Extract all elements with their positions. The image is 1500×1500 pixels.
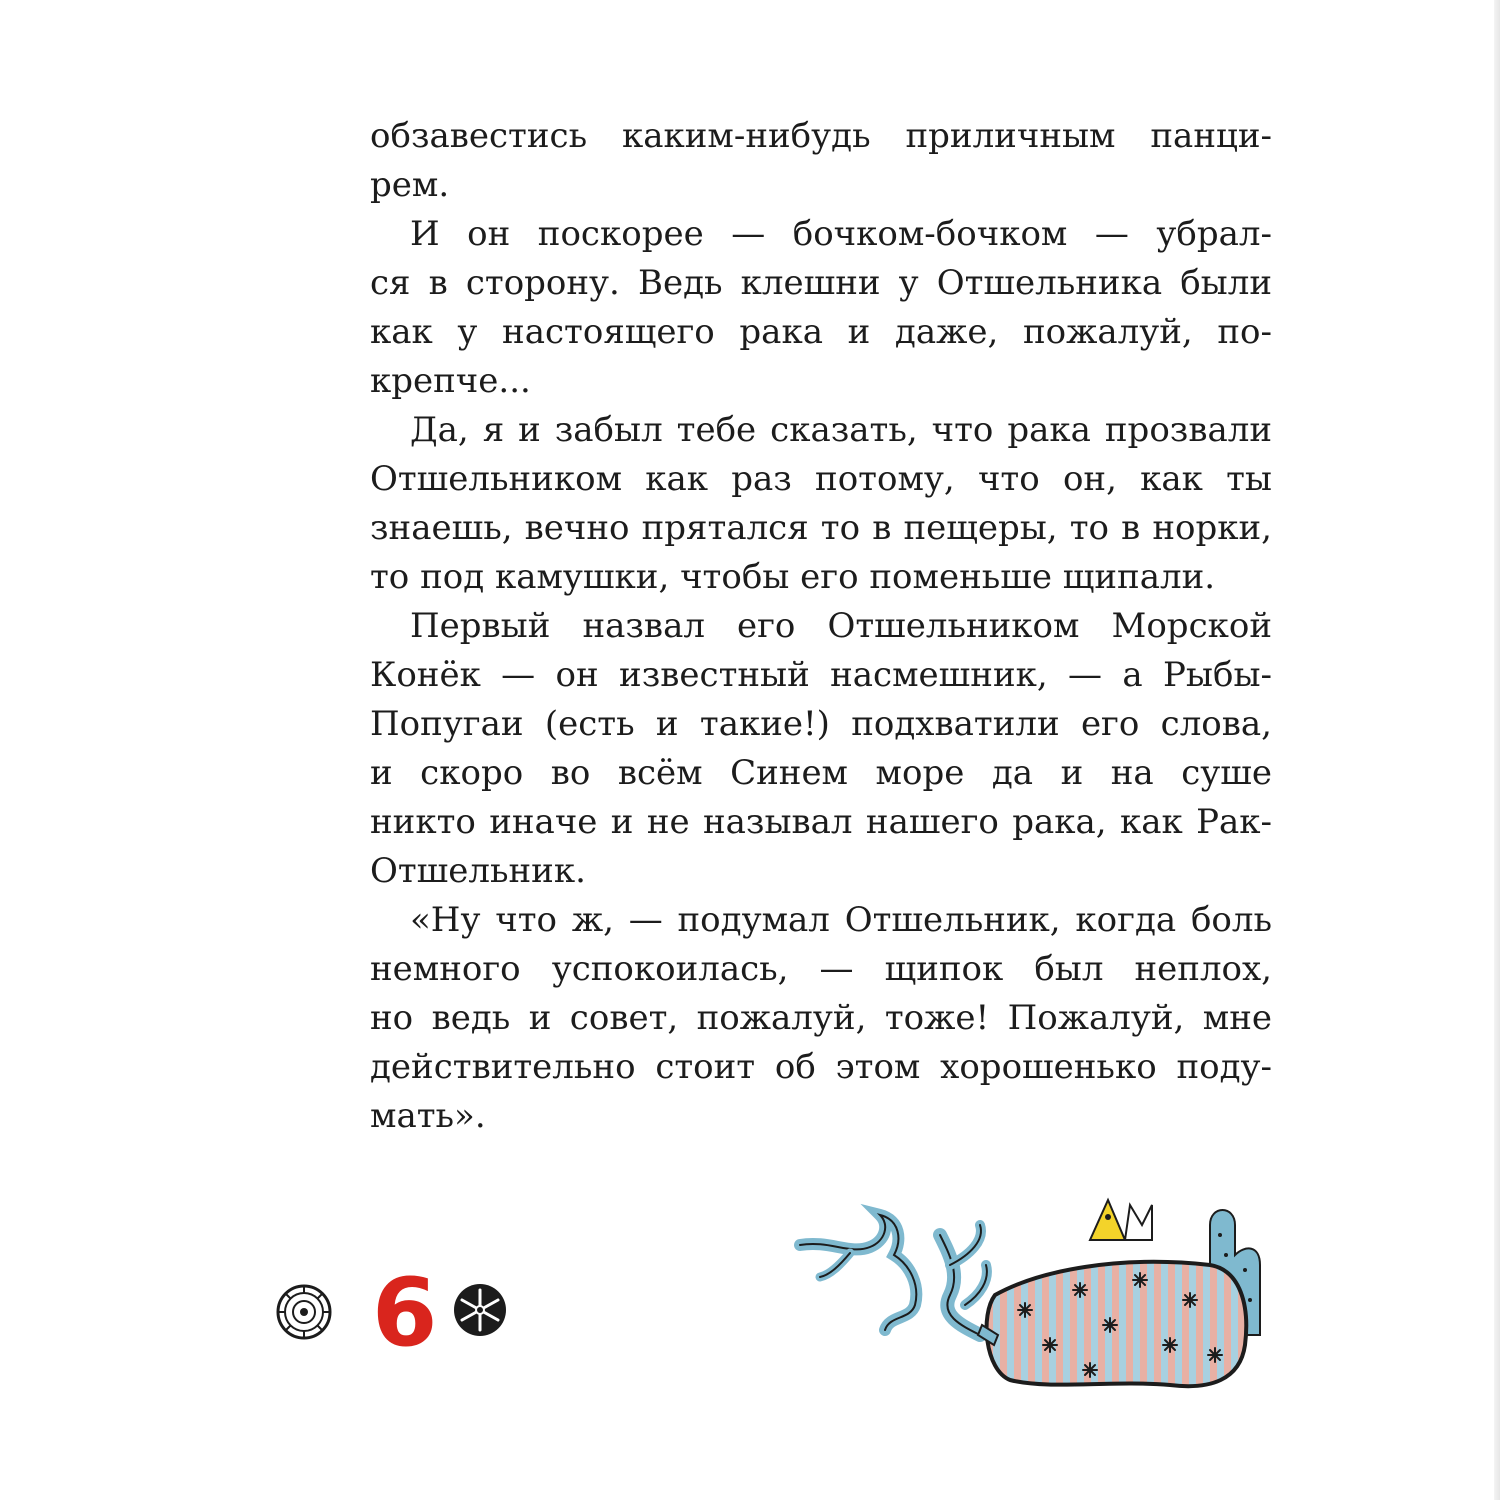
text-line: Первый назвал его Отшельником Морской	[410, 606, 1272, 646]
snowflake-ornament-icon	[452, 1280, 508, 1340]
starry-stone-icon	[978, 1262, 1246, 1386]
text-line: но ведь и совет, пожалуй, тоже! Пожалуй, мне	[370, 998, 1272, 1038]
text-line: Отшельник.	[370, 851, 586, 891]
text-line: действительно стоит об этом хорошенько поду-	[370, 1047, 1272, 1087]
page-edge	[1494, 0, 1500, 1500]
text-line: немного успокоилась, — щипок был неплох,	[370, 949, 1272, 989]
coral-icon	[940, 1225, 987, 1335]
text-line: Да, я и забыл тебе сказать, что рака прозвали	[410, 410, 1272, 450]
flower-ornament-icon	[274, 1280, 334, 1344]
text-line: и скоро во всём Синем море да и на суше	[370, 753, 1272, 793]
text-line: то под камушки, чтобы его поменьше щипали.	[370, 557, 1216, 597]
text-line: Конёк — он известный насмешник, — а Рыбы-	[370, 655, 1272, 695]
text-line: И он поскорее — бочком-бочком — убрал-	[410, 214, 1272, 254]
text-line: «Ну что ж, — подумал Отшельник, когда боль	[410, 900, 1272, 940]
hermit-crab-illustration	[790, 1185, 1290, 1415]
text-line: знаешь, вечно прятался то в пещеры, то в норки,	[370, 508, 1272, 548]
page-number: 6	[372, 1259, 438, 1368]
text-line: рем.	[370, 165, 450, 205]
text-line: как у настоящего рака и даже, пожалуй, по-	[370, 312, 1272, 352]
text-line: Отшельником как раз потому, что он, как ты	[370, 459, 1272, 499]
text-line: мать».	[370, 1096, 486, 1136]
text-line: Попугаи (есть и такие!) подхватили его слова,	[370, 704, 1272, 744]
coral-icon	[800, 1215, 916, 1330]
body-text	[370, 112, 1272, 1141]
text-line: крепче...	[370, 361, 531, 401]
text-line: никто иначе и не называл нашего рака, как Рак-	[370, 802, 1272, 842]
text-line: обзавестись каким-нибудь приличным панци-	[370, 116, 1272, 156]
fish-icon	[1090, 1200, 1152, 1240]
text-line: ся в сторону. Ведь клешни у Отшельника были	[370, 263, 1272, 303]
